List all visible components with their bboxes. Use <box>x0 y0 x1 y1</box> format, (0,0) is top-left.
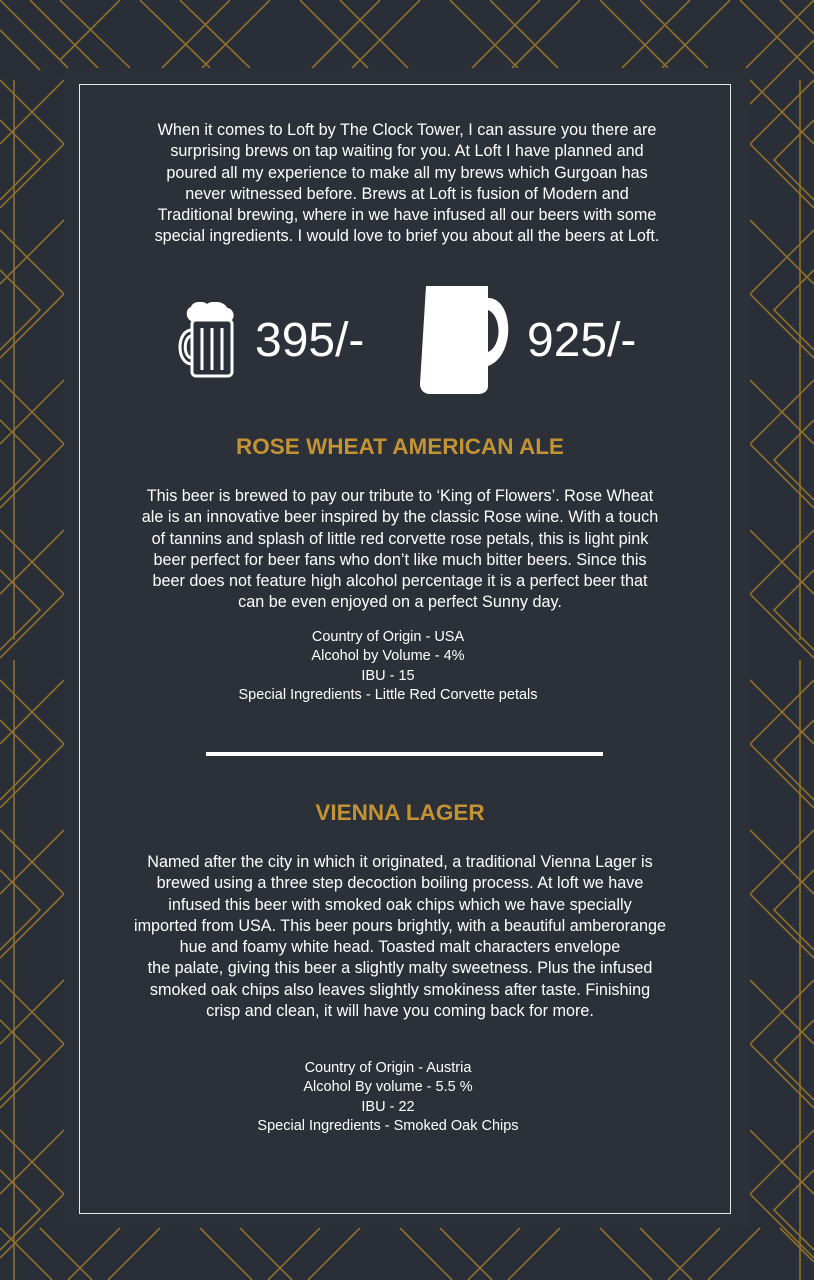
description-line: Named after the city in which it originated, a traditional Vienna Lager is <box>147 853 653 871</box>
beer-specs <box>150 628 626 705</box>
spec-line: IBU - 15 <box>361 667 415 684</box>
intro-line: never witnessed before. Brews at Loft is fusion of Modern and <box>185 184 629 203</box>
description-line: This beer is brewed to pay our tribute to ‘King of Flowers’. Rose Wheat <box>146 487 654 505</box>
beer-specs <box>150 1059 626 1136</box>
description-line: of tannins and splash of little red corvette rose petals, this is light pink <box>151 529 649 548</box>
description-line: ale is an innovative beer inspired by the classic Rose wine. With a touch <box>141 508 659 527</box>
description-line: can be even enjoyed on a perfect Sunny day. <box>238 593 562 612</box>
section-divider <box>206 752 603 756</box>
description-line: hue and foamy white head. Toasted malt characters envelope <box>179 938 621 957</box>
large-mug-price: 925/- <box>527 314 637 367</box>
intro-line: poured all my experience to make all my brews which Gurgoan has <box>166 163 648 182</box>
description-line: beer does not feature high alcohol percentage it is a perfect beer that <box>152 572 648 591</box>
description-line: brewed using a three step decoction boiling process. At loft we have <box>156 874 644 893</box>
intro-line: When it comes to Loft by The Clock Tower, I can assure you there are <box>157 121 657 139</box>
spec-line: Alcohol By volume - 5.5 % <box>303 1079 473 1096</box>
description-line: imported from USA. This beer pours brightly, with a beautiful amberorange <box>133 916 667 935</box>
description-line: beer perfect for beer fans who don’t like much bitter beers. Since this <box>153 550 647 569</box>
beer-mug-icon <box>174 302 240 382</box>
description-line: crisp and clean, it will have you coming back for more. <box>206 1002 594 1021</box>
beer-description <box>100 852 700 1022</box>
spec-line: Special Ingredients - Little Red Corvette petals <box>238 686 538 703</box>
spec-line: Alcohol by Volume - 4% <box>311 648 465 665</box>
intro-line: special ingredients. I would love to brief you about all the beers at Loft. <box>154 227 660 246</box>
spec-line: Country of Origin - Austria <box>304 1060 472 1076</box>
description-line: the palate, giving this beer a slightly malty sweetness. Plus the infused <box>147 959 653 978</box>
beer-description <box>100 486 700 614</box>
large-tankard-icon <box>418 286 514 394</box>
description-line: infused this beer with smoked oak chips which we have specially <box>168 895 632 914</box>
spec-line: Special Ingredients - Smoked Oak Chips <box>257 1117 519 1134</box>
intro-line: Traditional brewing, where in we have infused all our beers with some <box>157 206 657 225</box>
small-mug-price: 395/- <box>255 314 365 367</box>
beer-title: ROSE WHEAT AMERICAN ALE <box>236 434 564 459</box>
intro-line: surprising brews on tap waiting for you. At Loft I have planned and <box>170 142 644 161</box>
beer-title: VIENNA LAGER <box>315 800 485 825</box>
intro-paragraph <box>100 120 714 248</box>
spec-line: Country of Origin - USA <box>311 629 465 645</box>
description-line: smoked oak chips also leaves slightly smokiness after taste. Finishing <box>149 980 651 999</box>
spec-line: IBU - 22 <box>361 1098 415 1115</box>
